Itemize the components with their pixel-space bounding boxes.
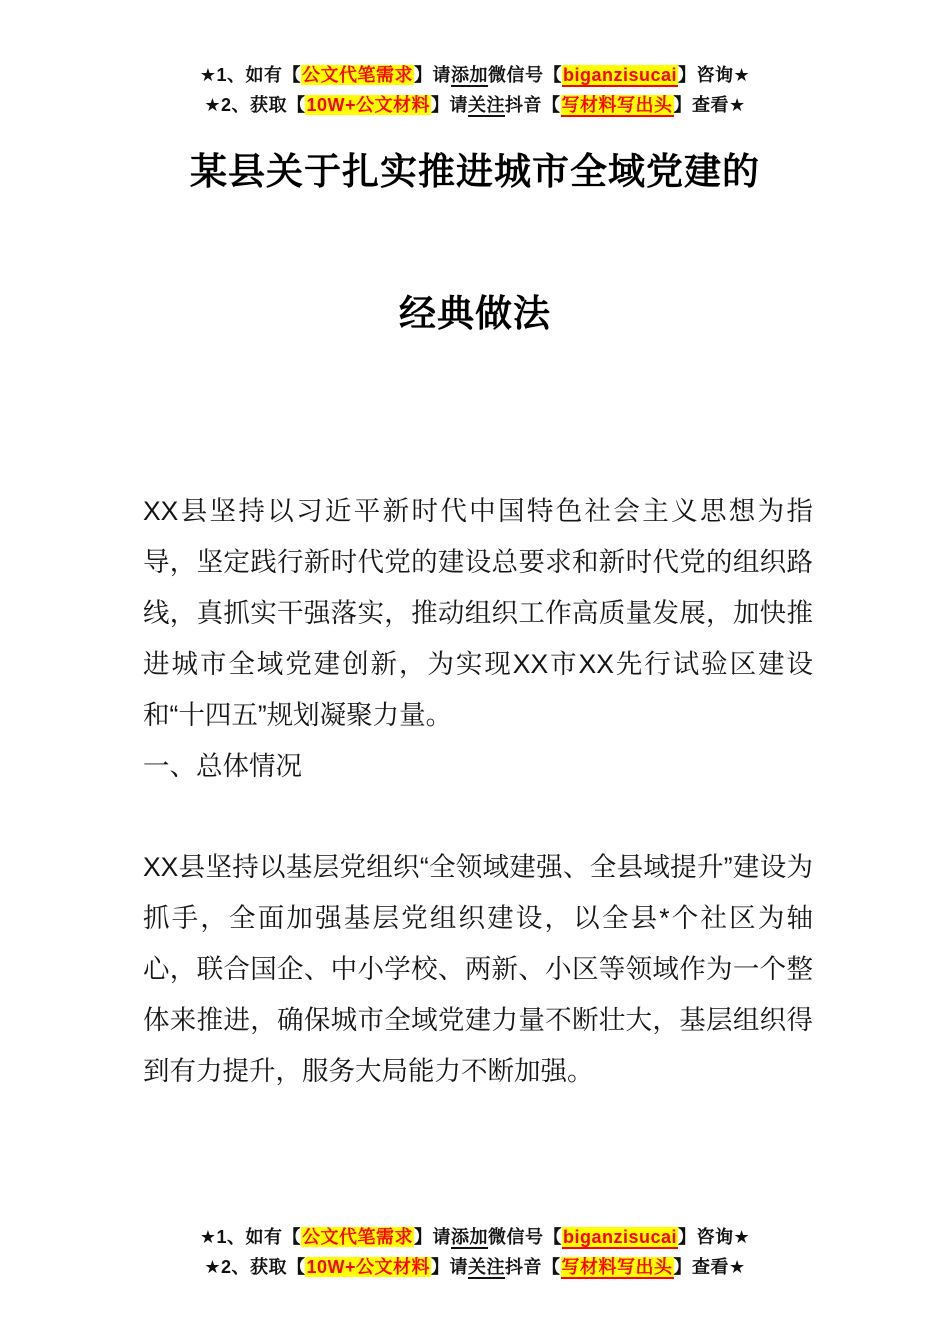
doc-title-line-1: 某县关于扎实推进城市全域党建的 bbox=[190, 151, 760, 192]
doc-title-line-2: 经典做法 bbox=[399, 293, 551, 334]
promo-line-2-footer bbox=[0, 1252, 950, 1282]
highlight-10w-materials-footer: 10W+公文材料 bbox=[306, 1257, 431, 1277]
douyin-id: 写材料写出头 bbox=[561, 95, 673, 115]
body-paragraph-2: XX县坚持以基层党组织“全领域建强、全县域提升”建设为抓手，全面加强基层党组织建设，以全县*个社区为轴心，联合国企、中小学校、两新、小区等领域作为一个整体来推进，确保城市全域党建力量不断壮大，基层组织得到有力提升，服务大局能力不断加强。 bbox=[143, 852, 813, 1086]
promo2-prefix-footer: ★2、获取【 bbox=[204, 1257, 306, 1277]
promo-banner-bottom bbox=[0, 1222, 950, 1282]
promo2-mid1-footer: 】请 bbox=[431, 1257, 469, 1277]
promo2-mid2: 抖音【 bbox=[505, 95, 561, 115]
wechat-id: biganzisucai bbox=[562, 65, 678, 85]
body-paragraph-1: XX县坚持以习近平新时代中国特色社会主义思想为指导，坚定践行新时代党的建设总要求和新时代党的组织路线，真抓实干强落实，推动组织工作高质量发展，加快推进城市全域党建创新，为实现XX市XX先行试验区建设和“十四五”规划凝聚力量。 bbox=[143, 496, 813, 730]
promo2-suffix: 】查看★ bbox=[673, 95, 746, 115]
highlight-gongwen-need: 公文代笔需求 bbox=[301, 65, 413, 85]
promo1-mid1: 】请 bbox=[413, 65, 451, 85]
promo1-suffix: 】咨询★ bbox=[678, 65, 751, 85]
promo-banner-top bbox=[0, 60, 950, 120]
promo1-mid1-footer: 】请 bbox=[413, 1227, 451, 1247]
promo2-suffix-footer: 】查看★ bbox=[673, 1257, 746, 1277]
douyin-id-footer: 写材料写出头 bbox=[561, 1257, 673, 1277]
highlight-10w-materials: 10W+公文材料 bbox=[306, 95, 431, 115]
promo-line-1 bbox=[0, 60, 950, 90]
promo2-mid1: 】请 bbox=[431, 95, 469, 115]
promo1-suffix-footer: 】咨询★ bbox=[678, 1227, 751, 1247]
promo1-mid2: 微信号【 bbox=[487, 65, 562, 85]
promo2-prefix: ★2、获取【 bbox=[204, 95, 306, 115]
promo-line-1-footer bbox=[0, 1222, 950, 1252]
document-body bbox=[143, 486, 813, 1097]
underline-follow-text-footer: 关注 bbox=[468, 1257, 506, 1277]
underline-add-text: 添加 bbox=[450, 65, 488, 85]
promo2-mid2-footer: 抖音【 bbox=[505, 1257, 561, 1277]
section-heading-1: 一、总体情况 bbox=[143, 751, 302, 781]
highlight-gongwen-need-footer: 公文代笔需求 bbox=[301, 1227, 413, 1247]
promo1-mid2-footer: 微信号【 bbox=[487, 1227, 562, 1247]
underline-add-text-footer: 添加 bbox=[450, 1227, 488, 1247]
underline-follow-text: 关注 bbox=[468, 95, 506, 115]
promo1-prefix: ★1、如有【 bbox=[199, 65, 301, 85]
wechat-id-footer: biganzisucai bbox=[562, 1227, 678, 1247]
promo-line-2 bbox=[0, 90, 950, 120]
promo1-prefix-footer: ★1、如有【 bbox=[199, 1227, 301, 1247]
